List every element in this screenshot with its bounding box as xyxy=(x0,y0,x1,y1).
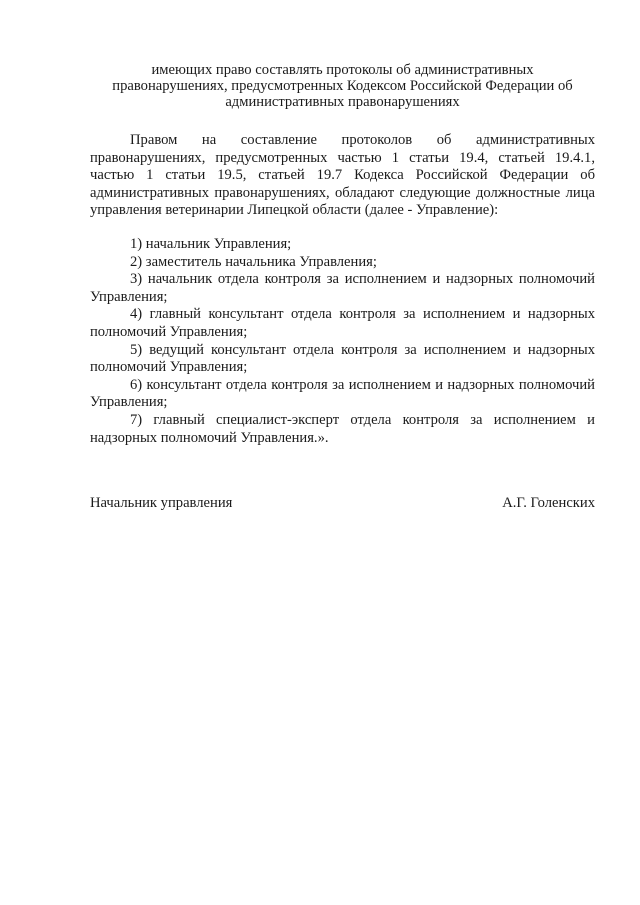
list-item: 6) консультант отдела контроля за исполнением и надзорных полномочий Управления; xyxy=(90,376,595,411)
list-item: 5) ведущий консультант отдела контроля за исполнением и надзорных полномочий Управления; xyxy=(90,341,595,376)
title-line: имеющих право составлять протоколы об административных xyxy=(151,62,534,78)
officials-list xyxy=(90,236,595,447)
signature-position: Начальник управления xyxy=(90,495,233,511)
intro-paragraph: Правом на составление протоколов об административных правонарушениях, предусмотренных частью 1 статьи 19.4, статьей 19.4.1, частью 1 статьи 19.5, статьей 19.7 Кодекса Российской Федерации об административных правонарушениях, обладают следующие должностные лица управления ветеринарии Липецкой области (далее - Управление): xyxy=(90,132,595,219)
list-item: 7) главный специалист-эксперт отдела контроля за исполнением и надзорных полномочий Управления.». xyxy=(90,411,595,446)
signature-name: А.Г. Голенских xyxy=(502,495,595,511)
title-line: административных правонарушениях xyxy=(225,94,460,110)
list-item: 4) главный консультант отдела контроля за исполнением и надзорных полномочий Управления; xyxy=(90,306,595,340)
list-item: 3) начальник отдела контроля за исполнением и надзорных полномочий Управления; xyxy=(90,271,595,305)
signature-block xyxy=(90,495,595,512)
list-item: 1) начальник Управления; xyxy=(130,236,292,252)
list-item: 2) заместитель начальника Управления; xyxy=(130,253,377,270)
document-title xyxy=(90,62,595,110)
title-line: правонарушениях, предусмотренных Кодексом Российской Федерации об xyxy=(112,78,573,94)
